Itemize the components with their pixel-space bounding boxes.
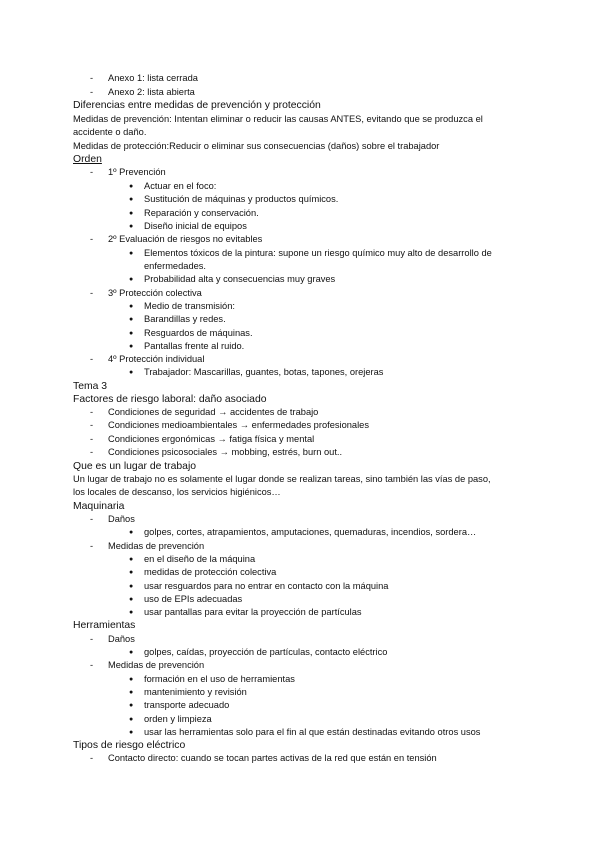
section-heading	[0, 153, 600, 166]
sub-list-item-text: usar pantallas para evitar la proyección de partículas	[144, 607, 362, 617]
list-item	[0, 86, 600, 99]
sub-list-item-text: en el diseño de la máquina	[144, 554, 256, 564]
dash-marker: -	[90, 167, 94, 177]
dash-marker: -	[90, 541, 94, 551]
paragraph-line	[0, 473, 600, 486]
bullet-marker: ●	[129, 276, 134, 283]
paragraph-line	[0, 126, 600, 139]
sub-list-item	[0, 247, 600, 260]
paragraph-text: Medidas de protección:Reducir o eliminar sus consecuencias (daños) sobre el trabajador	[73, 141, 440, 151]
list-item	[0, 659, 600, 672]
sub-list-item-continuation	[0, 260, 600, 273]
heading-text: Que es un lugar de trabajo	[73, 461, 197, 472]
bullet-marker: ●	[129, 303, 134, 310]
list-item	[0, 166, 600, 179]
sub-list-item	[0, 300, 600, 313]
section-heading	[0, 619, 600, 632]
sub-list-item	[0, 726, 600, 739]
list-item-text: Condiciones medioambientales → enfermedades profesionales	[108, 420, 369, 430]
dash-marker: -	[90, 234, 94, 244]
list-item	[0, 433, 600, 446]
bullet-marker: ●	[129, 729, 134, 736]
dash-marker: -	[90, 634, 94, 644]
paragraph-text: accidente o daño.	[73, 127, 147, 137]
sub-list-item-text: golpes, cortes, atrapamientos, amputaciones, quemaduras, incendios, sordera…	[144, 527, 477, 537]
sub-list-item-text: Trabajador: Mascarillas, guantes, botas, tapones, orejeras	[144, 367, 384, 377]
bullet-marker: ●	[129, 250, 134, 257]
sub-list-item	[0, 313, 600, 326]
paragraph-text: los locales de descanso, los servicios higiénicos…	[73, 487, 281, 497]
list-item	[0, 233, 600, 246]
sub-list-item-text: Actuar en el foco:	[144, 181, 217, 191]
sub-list-item	[0, 553, 600, 566]
sub-list-item	[0, 713, 600, 726]
bullet-marker: ●	[129, 556, 134, 563]
sub-list-item	[0, 686, 600, 699]
list-item	[0, 446, 600, 459]
sub-list-item-text: Elementos tóxicos de la pintura: supone un riesgo químico muy alto de desarrollo de	[144, 248, 492, 258]
bullet-marker: ●	[129, 596, 134, 603]
dash-marker: -	[90, 447, 94, 457]
sub-list-item	[0, 220, 600, 233]
heading-text: Orden	[73, 154, 102, 165]
list-item-text: Condiciones de seguridad → accidentes de trabajo	[108, 407, 319, 417]
heading-text: Tema 3	[73, 381, 108, 392]
dash-marker: -	[90, 87, 94, 97]
sub-list-item-text: formación en el uso de herramientas	[144, 674, 295, 684]
sub-list-item	[0, 180, 600, 193]
bullet-marker: ●	[129, 210, 134, 217]
list-item-text: 4º Protección individual	[108, 354, 205, 364]
bullet-marker: ●	[129, 223, 134, 230]
sub-list-item	[0, 580, 600, 593]
sub-list-item-text: mantenimiento y revisión	[144, 687, 247, 697]
sub-list-item	[0, 193, 600, 206]
list-item-text: Medidas de prevención	[108, 660, 205, 670]
sub-list-item	[0, 593, 600, 606]
bullet-marker: ●	[129, 330, 134, 337]
paragraph-line	[0, 486, 600, 499]
dash-marker: -	[90, 660, 94, 670]
heading-text: Tipos de riesgo eléctrico	[73, 740, 186, 751]
bullet-marker: ●	[129, 183, 134, 190]
bullet-marker: ●	[129, 569, 134, 576]
bullet-marker: ●	[129, 649, 134, 656]
heading-text: Herramientas	[73, 620, 136, 631]
bullet-marker: ●	[129, 369, 134, 376]
sub-list-item-text: Resguardos de máquinas.	[144, 328, 253, 338]
sub-list-item	[0, 526, 600, 539]
paragraph-line	[0, 113, 600, 126]
dash-marker: -	[90, 354, 94, 364]
sub-list-item-text: Sustitución de máquinas y productos químicos.	[144, 194, 339, 204]
bullet-marker: ●	[129, 689, 134, 696]
list-item-text: Daños	[108, 514, 135, 524]
sub-list-item	[0, 699, 600, 712]
bullet-marker: ●	[129, 609, 134, 616]
sub-list-item-text: Reparación y conservación.	[144, 208, 259, 218]
list-item-text: 3º Protección colectiva	[108, 288, 202, 298]
section-heading	[0, 380, 600, 393]
sub-list-item-text: Pantallas frente al ruido.	[144, 341, 245, 351]
list-item	[0, 540, 600, 553]
sub-list-item-text: usar resguardos para no entrar en contacto con la máquina	[144, 581, 389, 591]
sub-list-item	[0, 673, 600, 686]
list-item-text: Medidas de prevención	[108, 541, 205, 551]
sub-list-item	[0, 606, 600, 619]
sub-list-item-text: orden y limpieza	[144, 714, 212, 724]
list-item	[0, 287, 600, 300]
section-heading	[0, 500, 600, 513]
sub-list-item-text: enfermedades.	[144, 261, 207, 271]
bullet-marker: ●	[129, 529, 134, 536]
dash-marker: -	[90, 288, 94, 298]
section-heading	[0, 393, 600, 406]
heading-text: Diferencias entre medidas de prevención y protección	[73, 100, 321, 111]
sub-list-item	[0, 366, 600, 379]
sub-list-item	[0, 273, 600, 286]
sub-list-item-text: Barandillas y redes.	[144, 314, 226, 324]
sub-list-item-text: Probabilidad alta y consecuencias muy graves	[144, 274, 336, 284]
dash-marker: -	[90, 407, 94, 417]
dash-marker: -	[90, 514, 94, 524]
sub-list-item-text: medidas de protección colectiva	[144, 567, 277, 577]
bullet-marker: ●	[129, 316, 134, 323]
section-heading	[0, 460, 600, 473]
dash-marker: -	[90, 73, 94, 83]
sub-list-item-text: Medio de transmisión:	[144, 301, 235, 311]
list-item-text: Anexo 2: lista abierta	[108, 87, 195, 97]
heading-text: Maquinaria	[73, 501, 125, 512]
sub-list-item-text: uso de EPIs adecuadas	[144, 594, 243, 604]
list-item	[0, 406, 600, 419]
paragraph-text: Medidas de prevención: Intentan eliminar o reducir las causas ANTES, evitando que se produzca el	[73, 114, 483, 124]
list-item-text: Daños	[108, 634, 135, 644]
sub-list-item-text: Diseño inicial de equipos	[144, 221, 247, 231]
list-item	[0, 513, 600, 526]
paragraph-text: Un lugar de trabajo no es solamente el lugar donde se realizan tareas, sino también las vías de paso,	[73, 474, 491, 484]
bullet-marker: ●	[129, 583, 134, 590]
bullet-marker: ●	[129, 702, 134, 709]
bullet-marker: ●	[129, 716, 134, 723]
list-item	[0, 633, 600, 646]
bullet-marker: ●	[129, 676, 134, 683]
sub-list-item-text: golpes, caídas, proyección de partículas, contacto eléctrico	[144, 647, 388, 657]
list-item	[0, 419, 600, 432]
sub-list-item-text: usar las herramientas solo para el fin al que están destinadas evitando otros usos	[144, 727, 481, 737]
sub-list-item	[0, 566, 600, 579]
sub-list-item	[0, 207, 600, 220]
bullet-marker: ●	[129, 343, 134, 350]
bullet-marker: ●	[129, 196, 134, 203]
list-item	[0, 353, 600, 366]
paragraph-line	[0, 140, 600, 153]
section-heading	[0, 99, 600, 112]
list-item-text: Contacto directo: cuando se tocan partes activas de la red que están en tensión	[108, 753, 437, 763]
sub-list-item	[0, 327, 600, 340]
sub-list-item	[0, 646, 600, 659]
list-item-text: Condiciones psicosociales → mobbing, estrés, burn out..	[108, 447, 343, 457]
sub-list-item	[0, 340, 600, 353]
list-item	[0, 72, 600, 85]
list-item	[0, 752, 600, 765]
sub-list-item-text: transporte adecuado	[144, 700, 230, 710]
dash-marker: -	[90, 753, 94, 763]
section-heading	[0, 739, 600, 752]
list-item-text: Condiciones ergonómicas → fatiga física y mental	[108, 434, 315, 444]
dash-marker: -	[90, 420, 94, 430]
dash-marker: -	[90, 434, 94, 444]
list-item-text: Anexo 1: lista cerrada	[108, 73, 198, 83]
list-item-text: 2º Evaluación de riesgos no evitables	[108, 234, 263, 244]
heading-text: Factores de riesgo laboral: daño asociado	[73, 394, 267, 405]
list-item-text: 1º Prevención	[108, 167, 166, 177]
